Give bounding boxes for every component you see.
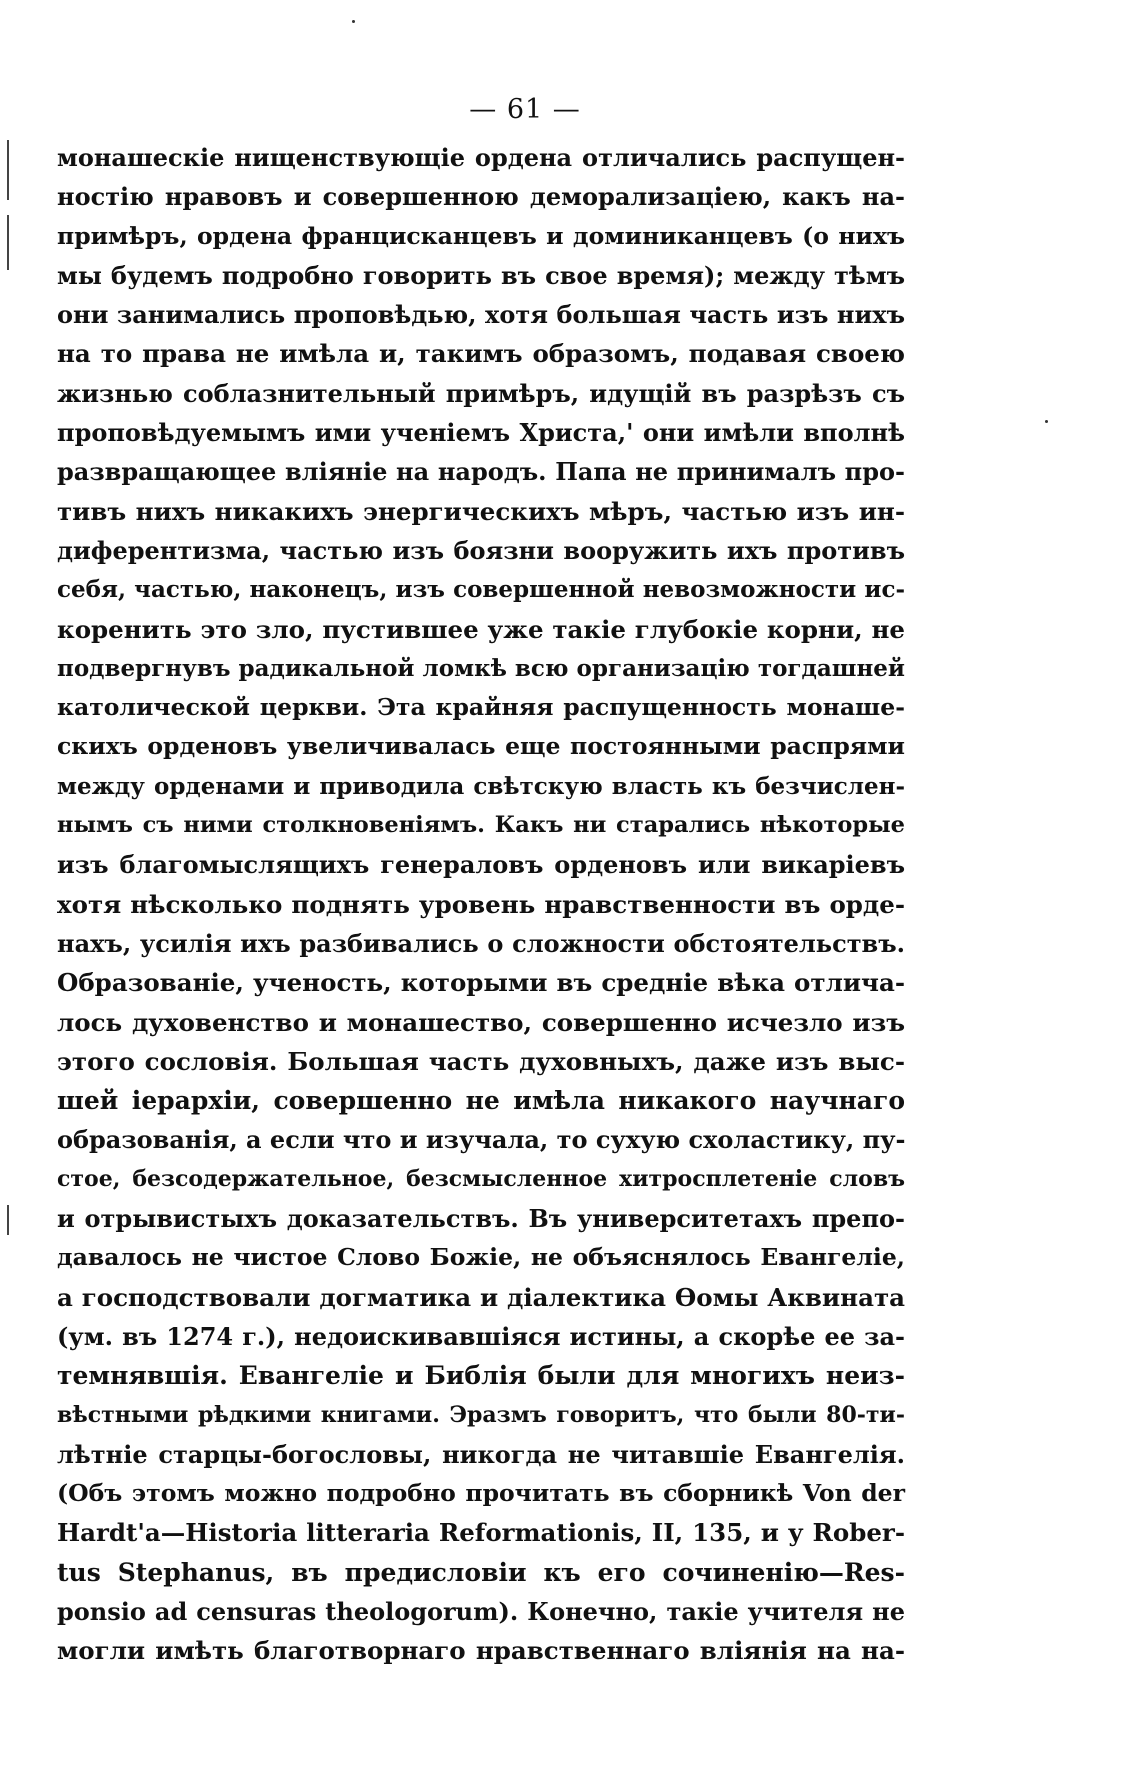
text-line: Образованіе, ученость, которыми въ средніе вѣка отлича-	[57, 968, 905, 998]
text-line: нымъ съ ними столкновеніямъ. Какъ ни старались нѣкоторые	[57, 812, 905, 839]
text-line: этого сословія. Большая часть духовныхъ, даже изъ выс-	[57, 1046, 905, 1076]
text-line: (ум. въ 1274 г.), недоискивавшіяся истины, а скорѣе ее за-	[57, 1321, 905, 1351]
text-line: хотя нѣсколько поднять уровень нравственности въ орде-	[57, 889, 905, 919]
text-line: а господствовали догматика и діалектика Ѳомы Аквината	[57, 1282, 905, 1312]
text-line: они занимались проповѣдью, хотя большая часть изъ нихъ	[57, 300, 905, 330]
page-number: — 61 —	[469, 94, 581, 125]
text-line: вѣстными рѣдкими книгами. Эразмъ говоритъ, что были 80-ти-	[57, 1401, 905, 1428]
text-line: между орденами и приводила свѣтскую власть къ безчислен-	[57, 772, 905, 800]
text-line: тивъ нихъ никакихъ энергическихъ мѣръ, частью изъ ин-	[57, 496, 905, 526]
text-line: подвергнувъ радикальной ломкѣ всю организацію тогдашней	[57, 654, 905, 682]
text-line: на то права не имѣла и, такимъ образомъ, подавая своею	[57, 339, 905, 369]
text-line: католической церкви. Эта крайняя распущенность монаше-	[57, 693, 905, 722]
text-line: лось духовенство и монашество, совершенно исчезло изъ	[57, 1007, 905, 1037]
text-line: развращающее вліяніе на народъ. Папа не принималъ про-	[57, 457, 905, 487]
text-line: образованія, а если что и изучала, то сухую схоластику, пу-	[57, 1125, 906, 1155]
text-line: диферентизма, частью изъ боязни вооружить ихъ противъ	[57, 535, 905, 565]
text-line: и отрывистыхъ доказательствъ. Въ университетахъ препо-	[57, 1204, 905, 1234]
scan-speck	[352, 20, 355, 23]
text-line: изъ благомыслящихъ генераловъ орденовъ или викаріевъ	[57, 850, 905, 880]
text-line: проповѣдуемымъ ими ученіемъ Христа,' они имѣли вполнѣ	[57, 418, 905, 448]
text-line: Hardt'a—Historia litteraria Reformationis, II, 135, и у Rober-	[57, 1518, 905, 1548]
text-line: скихъ орденовъ увеличивалась еще постоянными распрями	[57, 732, 905, 761]
margin-scan-mark	[7, 215, 9, 270]
text-line: tus Stephanus, въ предисловіи къ его сочиненію—Res-	[57, 1557, 905, 1587]
text-line: жизнью соблазнительный примѣръ, идущій въ разрѣзъ съ	[57, 378, 905, 408]
text-line: давалось не чистое Слово Божіе, не объяснялось Евангеліе,	[57, 1243, 905, 1272]
text-line: лѣтніе старцы-богословы, никогда не читавшіе Евангелія.	[57, 1439, 905, 1469]
margin-scan-mark	[7, 140, 9, 200]
text-line: нахъ, усилія ихъ разбивались о сложности обстоятельствъ.	[57, 928, 905, 958]
text-line: ponsio ad censuras theologorum). Конечно, такіе учителя не	[57, 1596, 905, 1626]
text-line: шей іерархіи, совершенно не имѣла никакого научнаго	[57, 1086, 905, 1116]
scan-speck	[1045, 420, 1048, 423]
text-line: коренить это зло, пустившее уже такіе глубокіе корни, не	[57, 614, 905, 644]
body-text	[57, 138, 905, 1671]
text-line: монашескіе нищенствующіе ордена отличались распущен-	[57, 143, 905, 172]
margin-scan-mark	[7, 1205, 9, 1235]
text-line: (Объ этомъ можно подробно прочитать въ сборникѣ Von der	[57, 1479, 905, 1508]
text-line: могли имѣть благотворнаго нравственнаго вліянія на на-	[57, 1636, 905, 1666]
text-line: темнявшія. Евангеліе и Библія были для многихъ неиз-	[57, 1361, 905, 1391]
text-line: ностію нравовъ и совершенною деморализаціею, какъ на-	[57, 182, 905, 212]
text-line: мы будемъ подробно говорить въ свое время); между тѣмъ	[57, 260, 905, 290]
text-line: стое, безсодержательное, безсмысленное хитросплетеніе словъ	[57, 1165, 905, 1192]
text-line: примѣръ, ордена францисканцевъ и доминиканцевъ (о нихъ	[57, 221, 905, 250]
text-line: себя, частью, наконецъ, изъ совершенной невозможности ис-	[57, 576, 905, 604]
